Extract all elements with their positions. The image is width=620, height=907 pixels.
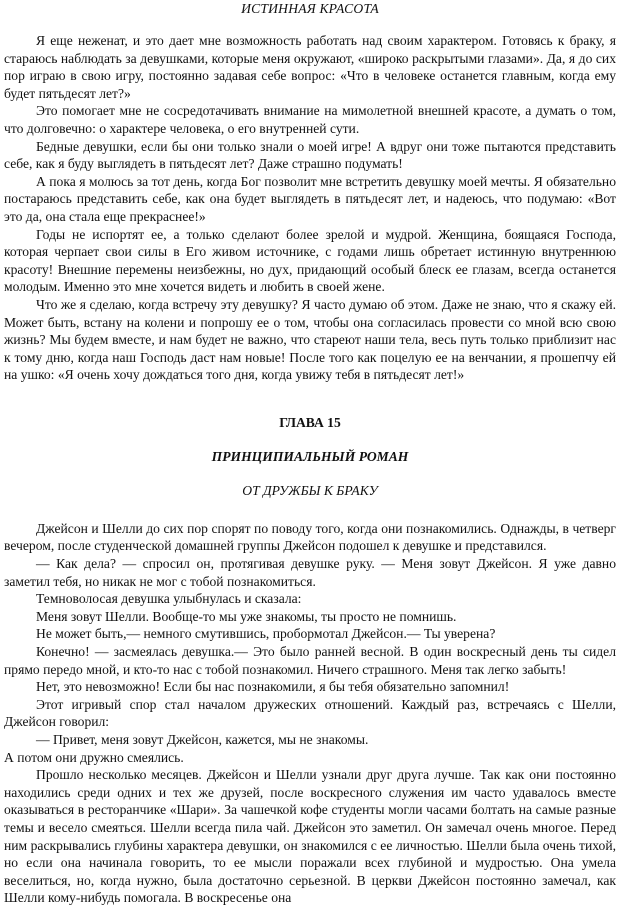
paragraph: — Привет, меня зовут Джейсон, кажется, мы не знакомы. xyxy=(36,732,369,747)
paragraph: Я еще неженат, и это дает мне возможность работать над своим характером. Готовясь к браку, я стараюсь наблюдать за девушками, которые меня окружают, «широко раскрытыми глазами». Да, я до сих пор играю в свою игру, постоянно задавая себе вопрос: «Что в человеке останется главным, когда ему будет пятьдесят лет?» xyxy=(4,33,616,101)
chapter-title: ПРИНЦИПИАЛЬНЫЙ РОМАН xyxy=(211,448,409,464)
paragraph: Бедные девушки, если бы они только знали о моей игре! А вдруг они тоже пытаются представить себе, как я буду выглядеть в пятьдесят лет? Даже страшно подумать! xyxy=(4,138,616,172)
section-title: ИСТИННАЯ КРАСОТА xyxy=(241,1,379,16)
paragraph: Темноволосая девушка улыбнулась и сказала: xyxy=(36,591,302,607)
section-true-beauty xyxy=(4,32,616,384)
paragraph: Это помогает мне не сосредотачивать внимание на мимолетной внешней красоте, а думать о том, что долговечно: о характере человека, о его внутренней сути. xyxy=(4,103,616,136)
paragraph: Джейсон и Шелли до сих пор спорят по поводу того, когда они познакомились. Однажды, в четверг вечером, после студенческой домашней группы Джейсон подошел к девушке и представился. xyxy=(4,520,616,554)
paragraph: А пока я молюсь за тот день, когда Бог позволит мне встретить девушку моей мечты. Я обязательно постараюсь представить себе, как она будет выглядеть в пятьдесят лет, и надеюсь, что подумаю: «Вот это да, она стала еще прекраснее!» xyxy=(4,173,616,224)
paragraph: А потом они дружно смеялись. xyxy=(4,749,184,765)
paragraph: Прошло несколько месяцев. Джейсон и Шелли узнали друг друга лучше. Так как они постоянно находились среди одних и тех же друзей, после воскресного служения им часто удавалось вместе оказываться в ресторанчике «Шари». За чашечкой кофе студенты могли часами болтать на самые разные темы и весело смеяться. Шелли всегда пила чай. Джейсон это заметил. Он замечал очень многое. Перед ним раскрывались глубины характера девушки, он знакомился с ее личностью. Шелли была очень тихой, но если она начинала говорить, то ее мысли поражали всех глубиной и мудростью. Она умела веселиться, но, когда нужно, была достаточно серьезной. В церкви Джейсон постоянно замечал, как Шелли кому-нибудь помогала. В воскресенье она xyxy=(4,767,616,906)
paragraph: Не может быть,— немного смутившись, пробормотал Джейсон.— Ты уверена? xyxy=(36,626,496,642)
paragraph: Что же я сделаю, когда встречу эту девушку? Я часто думаю об этом. Даже не знаю, что я скажу ей. Может быть, встану на колени и попрошу ее о том, чтобы она согласилась провести со мной всю свою жизнь? Мы будем вместе, и нам будет не важно, что стареют наши тела, весь путь только приблизит нас к тому дню, когда наш Господь даст нам новые! После того как поцелую ее на венчании, я прошепчу ей на ушко: «Я очень хочу дождаться того дня, когда увижу тебя в пятьдесят лет!» xyxy=(4,296,616,383)
chapter-subtitle: ОТ ДРУЖБЫ К БРАКУ xyxy=(242,482,378,498)
paragraph: — Как дела? — спросил он, протягивая девушке руку. — Меня зовут Джейсон. Я уже давно заметил тебя, но никак не мог с тобой познакомиться. xyxy=(4,556,616,589)
paragraph: Годы не испортят ее, а только сделают более зрелой и мудрой. Женщина, боящаяся Господа, которая черпает свои силы в Его живом источнике, с годами лишь обретает истинную внутреннюю красоту! Внешние перемены неизбежны, но дух, придающий особый блеск ее глазам, всегда останется молодым. Именно это мне хочется видеть и любить в своей жене. xyxy=(4,226,616,295)
paragraph: Этот игривый спор стал началом дружеских отношений. Каждый раз, встречаясь с Шелли, Джейсон говорил: xyxy=(4,696,616,730)
section-chapter-15 xyxy=(4,520,616,907)
paragraph: Конечно! — засмеялась девушка.— Это было ранней весной. В один воскресный день ты сидел прямо передо мной, и кто-то нас с тобой познакомил. Ничего страшного. Меня так легко забыть! xyxy=(4,644,616,677)
chapter-number: ГЛАВА 15 xyxy=(279,414,341,430)
paragraph: Меня зовут Шелли. Вообще-то мы уже знакомы, ты просто не помнишь. xyxy=(36,608,457,624)
paragraph: Нет, это невозможно! Если бы нас познакомили, я бы тебя обязательно запомнил! xyxy=(36,679,510,695)
